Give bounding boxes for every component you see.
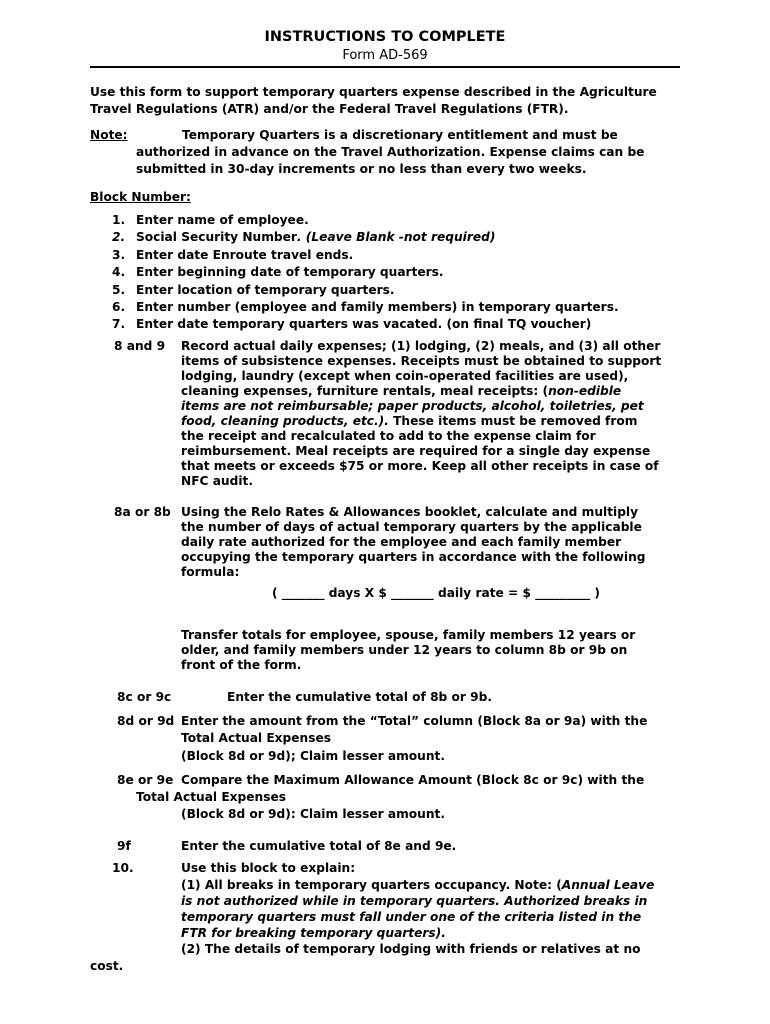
list-item-number: 1. xyxy=(112,213,126,227)
block-8-9-line: items of subsistence expenses. Receipts must be obtained to support xyxy=(181,354,662,368)
block-8-9-line xyxy=(181,384,621,399)
block-9f-text: Enter the cumulative total of 8e and 9e. xyxy=(181,839,457,853)
header-divider xyxy=(90,66,680,68)
list-item-number: 2. xyxy=(112,230,126,244)
block-8a-transfer: Transfer totals for employee, spouse, family members 12 years or xyxy=(181,628,636,642)
list-item-number: 5. xyxy=(112,283,126,297)
list-item: Enter location of temporary quarters. xyxy=(136,283,395,297)
block-8a-line: the number of days of actual temporary quarters by the applicable xyxy=(181,520,642,534)
block-9f-label: 9f xyxy=(117,839,131,853)
block-8-9-line: that meets or exceeds $75 or more. Keep all other receipts in case of xyxy=(181,459,659,473)
block-10-line xyxy=(181,878,654,893)
block-8d-line: Enter the amount from the “Total” column (Block 8a or 9a) with the xyxy=(181,714,648,728)
list-item xyxy=(136,230,495,245)
block-8d-line: Total Actual Expenses xyxy=(181,731,331,745)
block-8e-9e-label: 8e or 9e xyxy=(117,773,174,787)
block-8-9-text: cleaning expenses, furniture rentals, meal receipts: ( xyxy=(181,384,549,398)
list-item: Enter beginning date of temporary quarters. xyxy=(136,265,444,279)
block-8a-line: occupying the temporary quarters in accordance with the following xyxy=(181,550,646,564)
block-8-9-line: items are not reimbursable; paper products, alcohol, toiletries, pet xyxy=(181,399,644,413)
block-8d-line: (Block 8d or 9d); Claim lesser amount. xyxy=(181,749,445,763)
block-10-line: (2) The details of temporary lodging with friends or relatives at no xyxy=(181,942,641,956)
block-10-line: FTR for breaking temporary quarters). xyxy=(181,926,446,940)
note-line-2: authorized in advance on the Travel Authorization. Expense claims can be xyxy=(136,145,645,159)
block-8a-line: formula: xyxy=(181,565,240,579)
block-8e-line: Compare the Maximum Allowance Amount (Block 8c or 9c) with the xyxy=(181,773,645,787)
block-8e-line: (Block 8d or 9d): Claim lesser amount. xyxy=(181,807,445,821)
block-8-9-italic: non-edible xyxy=(548,384,622,398)
form-number: Form AD-569 xyxy=(342,48,428,63)
block-10-italic: Annual Leave xyxy=(561,878,655,892)
block-8e-line: Total Actual Expenses xyxy=(136,790,286,804)
block-10-label: 10. xyxy=(112,861,134,875)
rate-formula: ( _______ days X $ _______ daily rate = $ _________ ) xyxy=(272,586,600,600)
note-label: Note: xyxy=(90,128,128,142)
block-8a-line: Using the Relo Rates & Allowances booklet, calculate and multiply xyxy=(181,505,639,519)
list-item-number: 4. xyxy=(112,265,126,279)
block-8-9-line: the receipt and recalculated to add to the expense claim for xyxy=(181,429,596,443)
page-title: INSTRUCTIONS TO COMPLETE xyxy=(264,29,506,45)
intro-line-1: Use this form to support temporary quarters expense described in the Agriculture xyxy=(90,85,657,99)
block-8-9-line: Record actual daily expenses; (1) lodging, (2) meals, and (3) all other xyxy=(181,339,661,353)
list-item: Enter date Enroute travel ends. xyxy=(136,248,354,262)
block-8d-9d-label: 8d or 9d xyxy=(117,714,175,728)
block-8a-8b-label: 8a or 8b xyxy=(114,505,171,519)
note-line-3: submitted in 30-day increments or no less than every two weeks. xyxy=(136,162,587,176)
block-8c-9c-label: 8c or 9c xyxy=(117,690,172,704)
block-10-line: is not authorized while in temporary quarters. Authorized breaks in xyxy=(181,894,648,908)
list-item-number: 3. xyxy=(112,248,126,262)
block-number-heading: Block Number: xyxy=(90,190,191,204)
block-8-9-line xyxy=(181,414,637,429)
block-8a-transfer: older, and family members under 12 years to column 8b or 9b on xyxy=(181,643,628,657)
list-item-text: Social Security Number xyxy=(136,230,297,244)
block-8-9-text: These items must be removed from xyxy=(388,414,638,428)
block-8-9-line: NFC audit. xyxy=(181,474,253,488)
block-8a-transfer: front of the form. xyxy=(181,658,302,672)
list-item-number: 6. xyxy=(112,300,126,314)
list-item: Enter date temporary quarters was vacated. (on final TQ voucher) xyxy=(136,317,592,331)
block-10-line: temporary quarters must fall under one of the criteria listed in the xyxy=(181,910,642,924)
block-8-9-italic: food, cleaning products, etc.). xyxy=(181,414,389,428)
block-10-line: cost. xyxy=(90,959,124,973)
block-8-9-label: 8 and 9 xyxy=(114,339,166,353)
list-item: Enter name of employee. xyxy=(136,213,309,227)
list-item: Enter number (employee and family members) in temporary quarters. xyxy=(136,300,619,314)
block-8a-line: daily rate authorized for the employee and each family member xyxy=(181,535,622,549)
intro-line-2: Travel Regulations (ATR) and/or the Federal Travel Regulations (FTR). xyxy=(90,102,569,116)
block-8-9-line: lodging, laundry (except when coin-operated facilities are used), xyxy=(181,369,629,383)
list-item-note: . (Leave Blank -not required) xyxy=(296,230,496,244)
block-8-9-line: reimbursement. Meal receipts are required for a single day expense xyxy=(181,444,651,458)
block-10-line: Use this block to explain: xyxy=(181,861,356,875)
block-10-text: (1) All breaks in temporary quarters occupancy. Note: ( xyxy=(181,878,562,892)
block-8c-9c-text: Enter the cumulative total of 8b or 9b. xyxy=(227,690,492,704)
note-line-1: Temporary Quarters is a discretionary entitlement and must be xyxy=(182,128,618,142)
list-item-number: 7. xyxy=(112,317,126,331)
